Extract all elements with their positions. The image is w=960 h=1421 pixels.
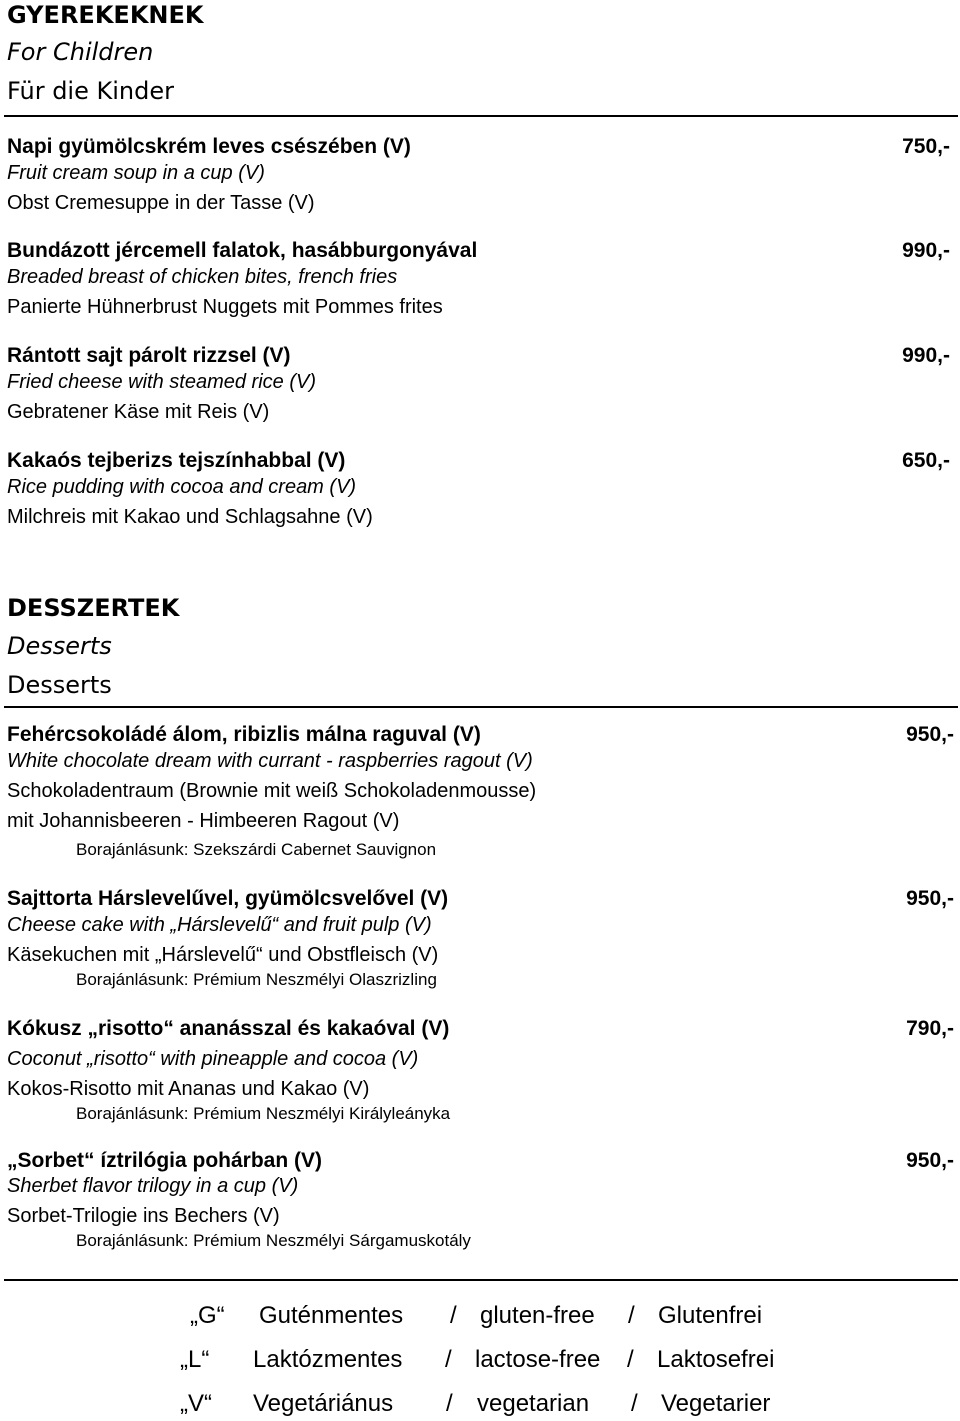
item-price: 990,- [902,239,950,262]
item-name-en: Rice pudding with cocoa and cream (V) [7,476,357,498]
legend-separator: / [445,1346,452,1373]
section-title-desserts-de: Desserts [7,671,112,699]
legend-label-en: gluten-free [480,1302,595,1329]
legend-code: „V“ [180,1390,212,1417]
legend-separator: / [631,1390,638,1417]
section-title-children-en: For Children [7,38,154,66]
item-price: 650,- [902,449,950,472]
item-price: 990,- [902,344,950,367]
item-name-hu: Fehércsokoládé álom, ribizlis málna raguval (V) [7,723,481,746]
legend-label-hu: Vegetáriánus [253,1390,394,1417]
legend-label-hu: Guténmentes [259,1302,404,1329]
item-name-de: Milchreis mit Kakao und Schlagsahne (V) [7,506,373,528]
item-name-en: Fruit cream soup in a cup (V) [7,162,265,184]
item-name-en: Coconut „risotto“ with pineapple and cocoa (V) [7,1048,419,1070]
item-name-hu: „Sorbet“ íztrilógia pohárban (V) [7,1149,323,1172]
item-name-de-continued: mit Johannisbeeren - Himbeeren Ragout (V) [7,810,400,832]
legend-label-en: vegetarian [477,1390,590,1417]
section-title-children-de: Für die Kinder [7,77,174,105]
section-divider [4,115,958,117]
item-name-hu: Kakaós tejberizs tejszínhabbal (V) [7,449,346,472]
item-price: 750,- [902,135,950,158]
item-name-hu: Sajttorta Hárslevelűvel, gyümölcsvelővel (V) [7,887,449,910]
item-name-en: Cheese cake with „Hárslevelű“ and fruit pulp (V) [7,914,432,936]
item-price: 950,- [906,887,954,910]
item-price: 790,- [906,1017,954,1040]
legend-code: „L“ [180,1346,210,1373]
section-title-desserts-en: Desserts [7,632,112,660]
item-name-de: Gebratener Käse mit Reis (V) [7,401,270,423]
item-name-en: Fried cheese with steamed rice (V) [7,371,317,393]
item-name-hu: Bundázott jércemell falatok, hasábburgonyával [7,239,478,262]
section-divider [4,706,958,708]
legend-separator: / [450,1302,457,1329]
item-name-de: Panierte Hühnerbrust Nuggets mit Pommes frites [7,296,443,318]
legend-separator: / [627,1346,634,1373]
legend-label-de: Vegetarier [661,1390,771,1417]
item-name-en: White chocolate dream with currant - raspberries ragout (V) [7,750,533,772]
section-title-children-hu: GYEREKEKNEK [7,1,204,29]
item-name-de: Obst Cremesuppe in der Tasse (V) [7,192,315,214]
legend-separator: / [446,1390,453,1417]
item-name-hu: Kókusz „risotto“ ananásszal és kakaóval (V) [7,1017,450,1040]
wine-recommendation: Borajánlásunk: Szekszárdi Cabernet Sauvignon [76,840,437,859]
item-name-de: Schokoladentraum (Brownie mit weiß Schokoladenmousse) [7,780,537,802]
item-price: 950,- [906,723,954,746]
item-name-de: Sorbet-Trilogie ins Bechers (V) [7,1205,280,1227]
legend-code: „G“ [190,1302,225,1329]
legend-label-en: lactose-free [475,1346,601,1373]
item-name-en: Breaded breast of chicken bites, french fries [7,266,398,288]
legend-label-hu: Laktózmentes [253,1346,403,1373]
item-name-hu: Napi gyümölcskrém leves csészében (V) [7,135,411,158]
legend-label-de: Glutenfrei [658,1302,763,1329]
legend-separator: / [628,1302,635,1329]
legend-divider [4,1279,958,1281]
legend-label-de: Laktosefrei [657,1346,775,1373]
item-name-hu: Rántott sajt párolt rizzsel (V) [7,344,291,367]
item-name-de: Käsekuchen mit „Hárslevelű“ und Obstfleisch (V) [7,944,439,966]
wine-recommendation: Borajánlásunk: Prémium Neszmélyi Sárgamuskotály [76,1231,471,1250]
item-price: 950,- [906,1149,954,1172]
wine-recommendation: Borajánlásunk: Prémium Neszmélyi Királyleányka [76,1104,451,1123]
section-title-desserts-hu: DESSZERTEK [7,594,180,622]
wine-recommendation: Borajánlásunk: Prémium Neszmélyi Olaszrizling [76,970,437,989]
item-name-en: Sherbet flavor trilogy in a cup (V) [7,1175,299,1197]
item-name-de: Kokos-Risotto mit Ananas und Kakao (V) [7,1078,370,1100]
